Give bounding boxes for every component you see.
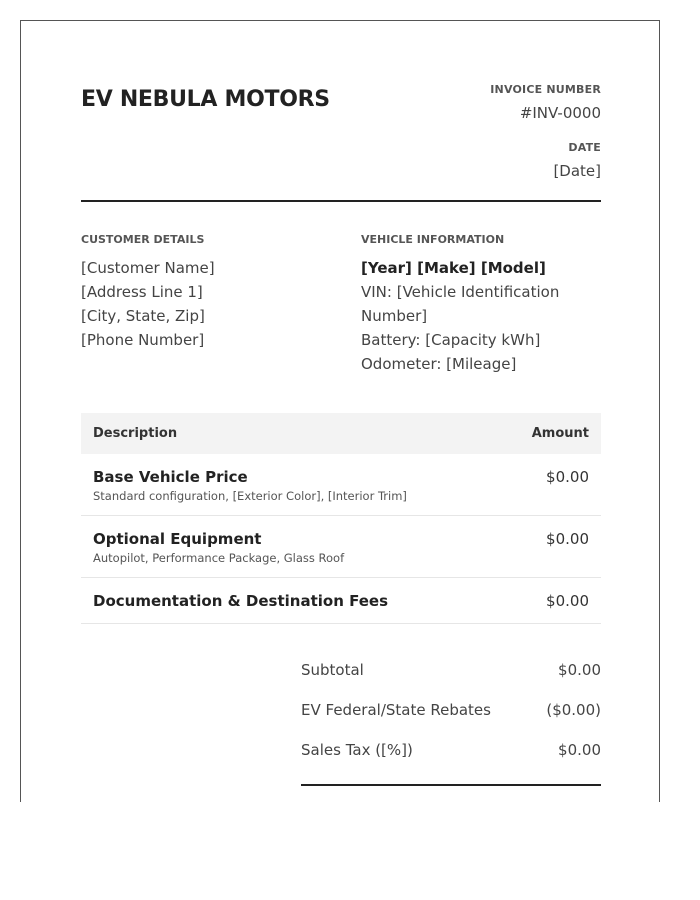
vehicle-information [361, 233, 571, 376]
date-label: DATE [568, 141, 601, 154]
line-items-table [81, 413, 601, 624]
company-name: EV NEBULA MOTORS [81, 87, 330, 112]
vehicle-vin: VIN: [Vehicle Identification [361, 283, 560, 301]
subtotal-value: $0.00 [558, 661, 601, 679]
table-row [81, 516, 601, 578]
table-row [81, 578, 601, 624]
invoice-date: [Date] [553, 162, 601, 180]
item-amount: $0.00 [546, 592, 589, 610]
vehicle-vin-cont: Number] [361, 307, 428, 325]
total-divider [301, 784, 601, 786]
customer-address: [Address Line 1] [81, 283, 203, 301]
tax-label: Sales Tax ([%]) [301, 741, 413, 759]
rebates-row [301, 701, 601, 741]
item-amount: $0.00 [546, 530, 589, 548]
customer-name: [Customer Name] [81, 259, 215, 277]
item-subtitle: Autopilot, Performance Package, Glass Roof [93, 551, 345, 565]
vehicle-odometer: Odometer: [Mileage] [361, 355, 517, 373]
vehicle-title: [Year] [Make] [Model] [361, 259, 546, 277]
rebates-value: ($0.00) [546, 701, 601, 719]
vehicle-battery: Battery: [Capacity kWh] [361, 331, 541, 349]
customer-details-label: CUSTOMER DETAILS [81, 233, 205, 246]
customer-phone: [Phone Number] [81, 331, 205, 349]
description-header: Description [93, 426, 178, 441]
subtotal-row [301, 661, 601, 701]
subtotal-label: Subtotal [301, 661, 364, 679]
header-divider [81, 200, 601, 202]
amount-header: Amount [531, 426, 589, 441]
customer-details [81, 233, 341, 352]
rebates-label: EV Federal/State Rebates [301, 701, 491, 719]
item-amount: $0.00 [546, 468, 589, 486]
tax-row [301, 741, 601, 781]
invoice-number: #INV-0000 [519, 104, 601, 122]
vehicle-information-label: VEHICLE INFORMATION [361, 233, 505, 246]
tax-value: $0.00 [558, 741, 601, 759]
customer-city: [City, State, Zip] [81, 307, 205, 325]
table-row [81, 454, 601, 516]
invoice-page [20, 20, 660, 802]
invoice-meta [490, 83, 601, 180]
invoice-number-label: INVOICE NUMBER [490, 83, 601, 96]
item-subtitle: Standard configuration, [Exterior Color], [Interior Trim] [93, 489, 407, 503]
totals-section [301, 661, 601, 781]
item-title: Base Vehicle Price [93, 468, 248, 486]
table-header [81, 413, 601, 454]
item-title: Documentation & Destination Fees [93, 592, 389, 610]
item-title: Optional Equipment [93, 530, 262, 548]
